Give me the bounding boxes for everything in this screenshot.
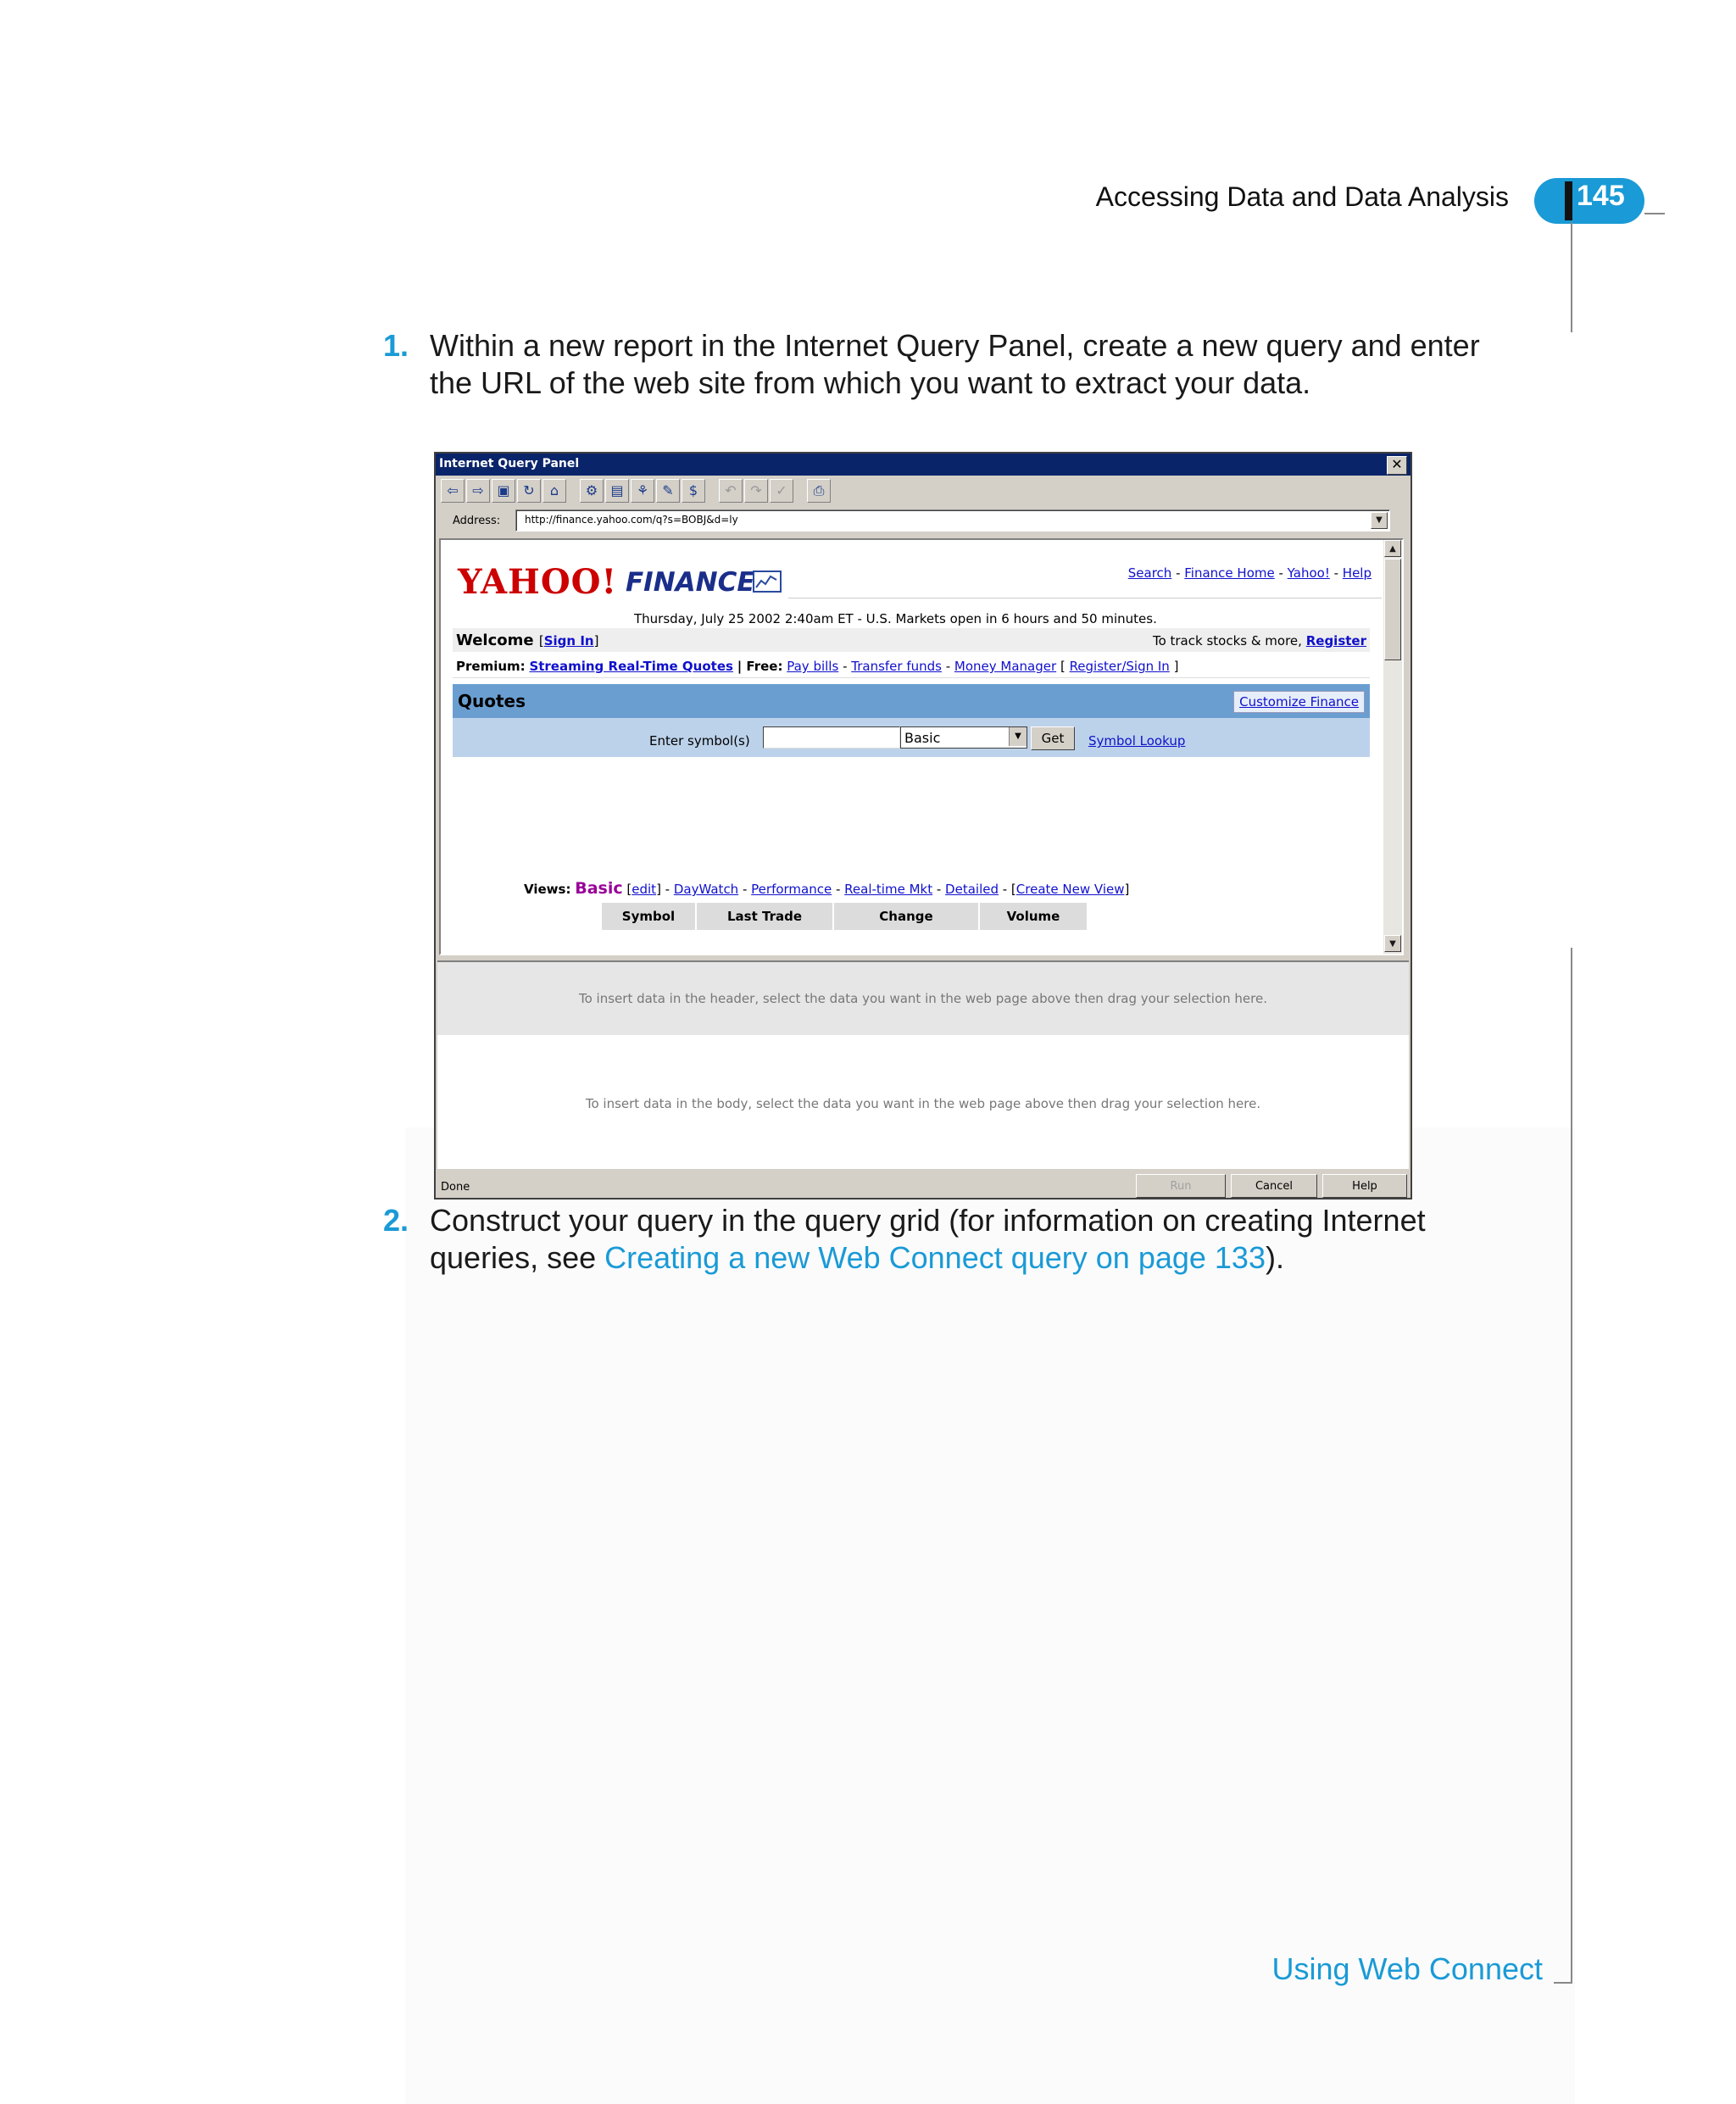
view-daywatch-link[interactable]: DayWatch xyxy=(673,882,739,897)
view-select[interactable] xyxy=(900,726,1027,749)
finance-logo: FINANCE xyxy=(626,567,755,598)
running-header-title: Accessing Data and Data Analysis xyxy=(1095,181,1509,212)
views-label: Views: xyxy=(524,882,571,897)
view-basic-current: Basic xyxy=(575,879,623,898)
address-label: Address: xyxy=(453,515,501,527)
page-number-bar xyxy=(1565,181,1572,220)
step-text-line: Construct your query in the query grid (for information on creating Internet xyxy=(430,1203,1426,1238)
link-finance-home[interactable]: Finance Home xyxy=(1184,565,1275,581)
footer-chapter-title: Using Web Connect xyxy=(1271,1951,1543,1986)
welcome-bar xyxy=(453,628,1370,652)
undo-icon[interactable]: ↶ xyxy=(719,479,743,503)
stop-icon[interactable]: ▣ xyxy=(492,479,515,503)
home-icon[interactable]: ⌂ xyxy=(542,479,566,503)
window-titlebar xyxy=(436,454,1410,476)
refresh-icon[interactable]: ↻ xyxy=(517,479,541,503)
internet-query-panel-window xyxy=(434,452,1412,1200)
dollar-icon[interactable]: $ xyxy=(682,479,705,503)
edit-icon[interactable]: ✎ xyxy=(656,479,680,503)
welcome-label: Welcome xyxy=(456,632,534,649)
link-yahoo[interactable]: Yahoo! xyxy=(1287,565,1330,581)
register-sign-in-link[interactable]: Register/Sign In xyxy=(1069,659,1170,674)
register-link[interactable]: Register xyxy=(1305,633,1366,648)
view-realtime-link[interactable]: Real-time Mkt xyxy=(844,882,933,897)
welcome-text: Welcome [Sign In] xyxy=(456,632,599,649)
premium-bar: Premium: Streaming Real-Time Quotes | Free: Pay bills - Transfer funds - Money Manager [ Register/Sign In ] xyxy=(453,654,1370,678)
address-value: http://finance.yahoo.com/q?s=BOBJ&d=ly xyxy=(525,514,738,526)
col-symbol: Symbol xyxy=(602,903,697,930)
status-text: Done xyxy=(441,1181,470,1194)
footer-rule xyxy=(1554,1982,1572,1984)
customize-finance-link[interactable]: Customize Finance xyxy=(1239,694,1359,710)
margin-rule-top xyxy=(1571,222,1572,332)
help-button[interactable]: Help xyxy=(1322,1174,1407,1198)
close-icon[interactable]: ✕ xyxy=(1387,456,1407,475)
enter-symbol-label: Enter symbol(s) xyxy=(649,733,750,749)
scroll-up-icon[interactable]: ▲ xyxy=(1384,540,1401,557)
cancel-button[interactable]: Cancel xyxy=(1231,1174,1317,1198)
header-drop-zone[interactable] xyxy=(437,960,1409,1037)
view-performance-link[interactable]: Performance xyxy=(751,882,832,897)
create-new-view-link[interactable]: Create New View xyxy=(1015,882,1125,897)
col-change: Change xyxy=(834,903,980,930)
step-text-line: Within a new report in the Internet Query Panel, create a new query and enter xyxy=(430,328,1480,363)
view-detailed-link[interactable]: Detailed xyxy=(945,882,999,897)
check-icon[interactable]: ✓ xyxy=(770,479,793,503)
redo-icon[interactable]: ↷ xyxy=(744,479,768,503)
get-button[interactable]: Get xyxy=(1031,726,1075,750)
market-date-line: Thursday, July 25 2002 2:40am ET - U.S. Markets open in 6 hours and 50 minutes. xyxy=(634,611,1157,626)
chevron-down-icon[interactable]: ▼ xyxy=(1371,512,1388,529)
body-drop-hint: To insert data in the body, select the data you want in the web page above then drag your selection here. xyxy=(585,1096,1261,1111)
pay-bills-link[interactable]: Pay bills xyxy=(787,659,839,674)
body-drop-zone[interactable] xyxy=(437,1035,1409,1169)
toolbar xyxy=(439,479,1405,506)
scrollbar-thumb[interactable] xyxy=(1384,559,1401,660)
run-button[interactable]: Run xyxy=(1136,1174,1226,1198)
cross-reference-link[interactable]: Creating a new Web Connect query on page 133 xyxy=(604,1240,1266,1275)
premium-label: Premium: xyxy=(456,659,526,674)
vertical-scrollbar[interactable] xyxy=(1383,540,1402,954)
link-help[interactable]: Help xyxy=(1342,565,1372,581)
connect-icon[interactable]: ⚙ xyxy=(580,479,604,503)
symbol-lookup-link[interactable] xyxy=(1088,733,1185,749)
quotes-bar xyxy=(453,684,1370,718)
yahoo-logo: YAHOO! xyxy=(458,562,618,602)
quotes-table-header xyxy=(602,903,1088,930)
step-text-line: the URL of the web site from which you want to extract your data. xyxy=(430,365,1311,400)
step-number: 2. xyxy=(383,1203,409,1238)
view-select-value: Basic xyxy=(904,730,941,746)
step-text-line xyxy=(430,1239,1498,1277)
page-number: 145 xyxy=(1577,180,1625,212)
symbol-entry-bar xyxy=(453,718,1370,757)
save-icon[interactable]: ▤ xyxy=(605,479,629,503)
quotes-title: Quotes xyxy=(458,691,526,711)
step-text-suffix: ). xyxy=(1265,1240,1284,1275)
margin-rule-bottom xyxy=(1571,948,1572,1984)
step-text xyxy=(430,327,1498,402)
header-drop-hint: To insert data in the header, select the data you want in the web page above then drag your selection here. xyxy=(579,991,1267,1006)
forward-arrow-icon[interactable]: ⇨ xyxy=(466,479,490,503)
step-text xyxy=(430,1202,1498,1277)
track-label: To track stocks & more, xyxy=(1152,633,1302,648)
track-stocks-text xyxy=(1153,633,1366,648)
status-bar xyxy=(436,1171,1410,1198)
address-field[interactable] xyxy=(515,509,1390,532)
properties-icon[interactable]: ⚘ xyxy=(631,479,654,503)
chart-icon xyxy=(753,571,782,593)
col-volume: Volume xyxy=(980,903,1088,930)
print-icon[interactable]: ⎙ xyxy=(807,479,831,503)
header-rule xyxy=(1644,213,1665,214)
customize-finance-button[interactable] xyxy=(1233,691,1365,713)
views-bar: Views: Basic [edit] - DayWatch - Performance - Real-time Mkt - Detailed - [Create New View] xyxy=(524,879,1130,898)
chevron-down-icon[interactable]: ▼ xyxy=(1009,727,1027,746)
step-number: 1. xyxy=(383,328,409,363)
link-search[interactable]: Search xyxy=(1127,565,1172,581)
window-title: Internet Query Panel xyxy=(439,457,580,470)
symbol-lookup-text[interactable]: Symbol Lookup xyxy=(1088,733,1186,749)
step-text-prefix: queries, see xyxy=(430,1240,605,1275)
scroll-down-icon[interactable]: ▼ xyxy=(1384,935,1401,952)
money-manager-link[interactable]: Money Manager xyxy=(954,659,1057,674)
web-page-view[interactable] xyxy=(439,538,1404,955)
top-links: Search - Finance Home - Yahoo! - Help xyxy=(1127,565,1372,581)
free-label: | Free: xyxy=(737,659,783,674)
view-edit-link[interactable]: edit xyxy=(632,882,657,897)
transfer-funds-link[interactable]: Transfer funds xyxy=(851,659,942,674)
symbol-input[interactable] xyxy=(763,726,900,749)
back-arrow-icon[interactable]: ⇦ xyxy=(441,479,465,503)
streaming-quotes-link[interactable]: Streaming Real-Time Quotes xyxy=(529,659,733,674)
sign-in-link[interactable]: Sign In xyxy=(543,633,594,648)
col-last-trade: Last Trade xyxy=(697,903,834,930)
